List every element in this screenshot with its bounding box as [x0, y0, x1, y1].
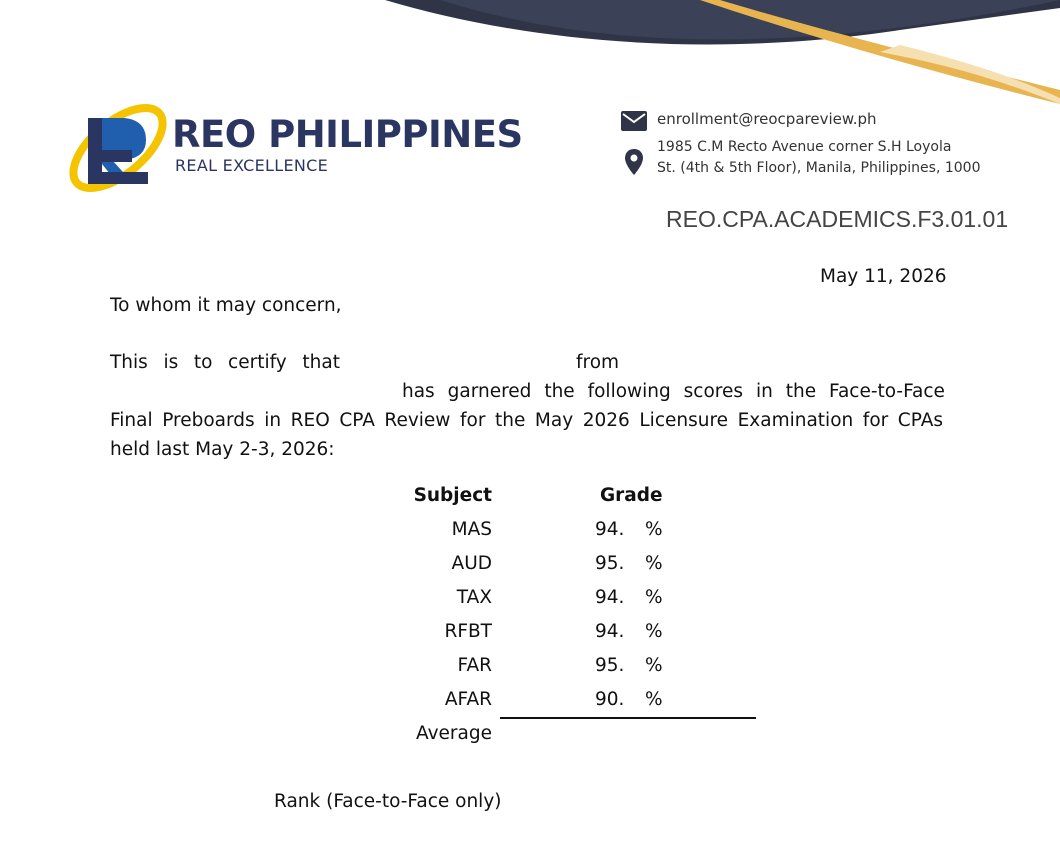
- word: the: [785, 381, 817, 402]
- subject-cell: TAX: [456, 587, 492, 608]
- contact-address-line2: St. (4th & 5th Floor), Manila, Philippines, 1000: [657, 160, 981, 176]
- word: certify: [228, 352, 287, 373]
- word: the: [544, 381, 575, 402]
- word: that: [302, 352, 340, 373]
- percent-cell: %: [645, 621, 663, 642]
- word: Face-to-Face: [829, 381, 945, 402]
- rank-label: Rank (Face-to-Face only): [274, 791, 502, 812]
- grade-cell: 94.: [595, 519, 625, 540]
- reo-logo: [62, 92, 174, 204]
- subject-cell: AUD: [451, 553, 492, 574]
- grade-cell: 95.: [595, 553, 625, 574]
- word: in: [755, 381, 773, 402]
- word: following: [587, 381, 671, 402]
- contact-address-line1: 1985 C.M Recto Avenue corner S.H Loyola: [657, 139, 952, 155]
- total-rule: [500, 717, 756, 719]
- brand-name: REO PHILIPPINES: [172, 113, 523, 156]
- percent-cell: %: [645, 519, 663, 540]
- certify-line-start: [110, 352, 340, 373]
- word: has: [402, 381, 435, 402]
- word: to: [193, 352, 213, 373]
- percent-cell: %: [645, 553, 663, 574]
- letter-date: May 11, 2026: [820, 266, 947, 287]
- location-pin-icon: [624, 148, 644, 176]
- percent-cell: %: [645, 689, 663, 710]
- certify-line-3: Final Preboards in REO CPA Review for the May 2026 Licensure Examination for CPAs: [110, 410, 943, 431]
- word: is: [163, 352, 179, 373]
- grade-cell: 95.: [595, 655, 625, 676]
- grade-header: Grade: [600, 485, 663, 506]
- grade-cell: 90.: [595, 689, 625, 710]
- subject-cell: RFBT: [444, 621, 492, 642]
- brand-tagline: REAL EXCELLENCE: [175, 156, 329, 175]
- subject-cell: FAR: [457, 655, 492, 676]
- word: This: [110, 352, 148, 373]
- certify-line-4: held last May 2-3, 2026:: [110, 439, 335, 460]
- mail-icon: [620, 110, 648, 132]
- contact-email: enrollment@reocpareview.ph: [657, 110, 877, 128]
- word: garnered: [447, 381, 532, 402]
- percent-cell: %: [645, 655, 663, 676]
- certify-line-2: [402, 381, 945, 402]
- average-label: Average: [416, 723, 492, 744]
- grade-cell: 94.: [595, 621, 625, 642]
- grade-cell: 94.: [595, 587, 625, 608]
- subject-cell: MAS: [451, 519, 492, 540]
- word: scores: [683, 381, 744, 402]
- from-word: from: [576, 352, 620, 373]
- salutation: To whom it may concern,: [110, 295, 342, 316]
- form-code: REO.CPA.ACADEMICS.F3.01.01: [666, 206, 1009, 232]
- percent-cell: %: [645, 587, 663, 608]
- subject-cell: AFAR: [444, 689, 492, 710]
- subject-header: Subject: [413, 485, 492, 506]
